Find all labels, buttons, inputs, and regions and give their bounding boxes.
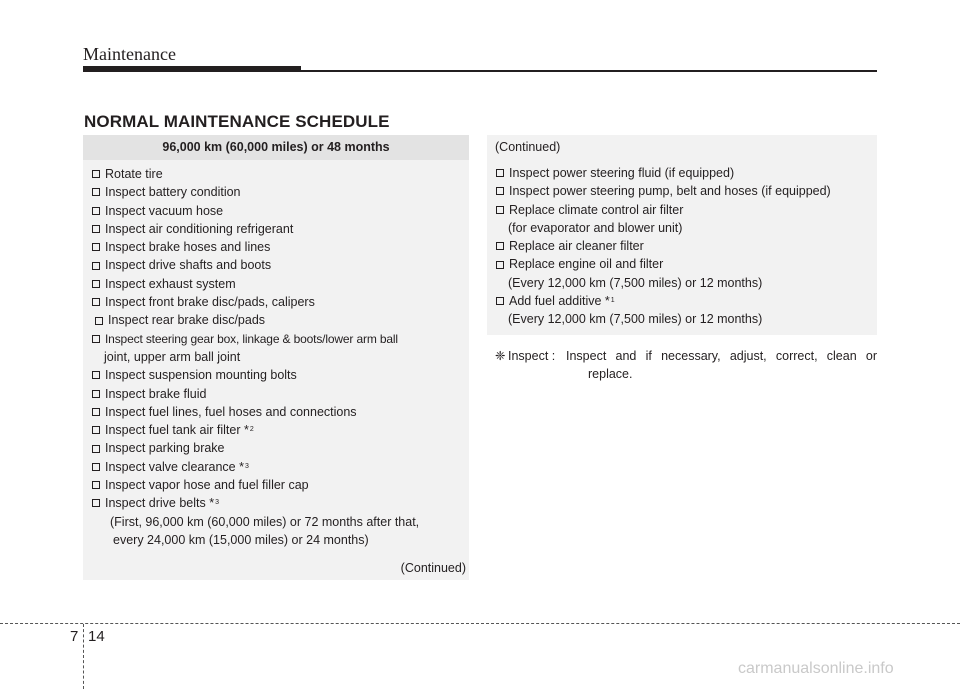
list-item: Inspect fuel lines, fuel hoses and connections [91, 403, 463, 421]
list-item: Inspect brake fluid [91, 385, 463, 403]
checkbox-icon [496, 261, 504, 269]
list-item: Inspect drive shafts and boots [91, 256, 463, 274]
list-item: Inspect fuel tank air filter * 2 [91, 421, 463, 439]
watermark: carmanualsonline.info [738, 660, 894, 677]
checklist-left [91, 165, 463, 549]
list-item: Inspect steering gear box, linkage & boots/lower arm ball [91, 330, 463, 348]
inspect-note [495, 347, 877, 383]
interval-header: 96,000 km (60,000 miles) or 48 months [83, 135, 469, 160]
footnote-ref: 3 [244, 462, 249, 470]
list-item: Inspect battery condition [91, 183, 463, 201]
checkbox-icon [92, 280, 100, 288]
checkbox-icon [92, 188, 100, 196]
list-item-continuation: every 24,000 km (15,000 miles) or 24 months) [113, 532, 369, 547]
list-item: Rotate tire [91, 165, 463, 183]
checkbox-icon [92, 499, 100, 507]
list-item-continuation: joint, upper arm ball joint [104, 349, 241, 364]
note-text: Inspect and if necessary, adjust, correct, clean or [566, 349, 877, 363]
footnote-ref: 2 [249, 426, 254, 434]
list-item-continuation: (for evaporator and blower unit) [508, 220, 683, 235]
page-number: 14 [88, 628, 105, 645]
footer-rule [0, 623, 960, 624]
header-rule-thin [301, 70, 877, 72]
list-item: Replace climate control air filter [495, 201, 870, 219]
checkbox-icon [92, 262, 100, 270]
chapter-number: 7 [70, 628, 79, 645]
list-item-continuation: (First, 96,000 km (60,000 miles) or 72 months after that, [110, 514, 420, 529]
checkbox-icon [92, 481, 100, 489]
list-item: Inspect power steering fluid (if equipped) [495, 164, 870, 182]
footnote-ref: 1 [610, 297, 615, 305]
list-item: Inspect brake hoses and lines [91, 238, 463, 256]
checkbox-icon [92, 408, 100, 416]
checkbox-icon [95, 317, 103, 325]
header-rule-thick [83, 66, 301, 72]
list-item: Inspect suspension mounting bolts [91, 366, 463, 384]
note-text-continuation: replace. [588, 367, 633, 381]
section-title: NORMAL MAINTENANCE SCHEDULE [84, 112, 390, 131]
checkbox-icon [92, 371, 100, 379]
list-item: Inspect rear brake disc/pads [91, 311, 463, 329]
list-item: Inspect front brake disc/pads, calipers [91, 293, 463, 311]
list-item: Inspect vapor hose and fuel filler cap [91, 476, 463, 494]
list-item-continuation: (Every 12,000 km (7,500 miles) or 12 months) [508, 312, 763, 327]
checkbox-icon [92, 445, 100, 453]
page-header-title: Maintenance [83, 44, 176, 64]
list-item: Inspect parking brake [91, 439, 463, 457]
list-item: Add fuel additive * 1 [495, 292, 870, 310]
checkbox-icon [92, 207, 100, 215]
asterism-icon: ❈ [495, 349, 506, 363]
list-item: Inspect valve clearance * 3 [91, 458, 463, 476]
checkbox-icon [92, 170, 100, 178]
continued-label: (Continued) [495, 140, 561, 154]
checkbox-icon [496, 297, 504, 305]
checklist-right [495, 164, 870, 329]
checkbox-icon [92, 463, 100, 471]
checkbox-icon [92, 426, 100, 434]
checkbox-icon [92, 243, 100, 251]
continued-label: (Continued) [400, 561, 466, 575]
checkbox-icon [92, 225, 100, 233]
list-item: Inspect power steering pump, belt and hoses (if equipped) [495, 182, 870, 200]
checkbox-icon [92, 298, 100, 306]
checkbox-icon [496, 242, 504, 250]
list-item: Inspect vacuum hose [91, 202, 463, 220]
list-item: Inspect exhaust system [91, 275, 463, 293]
list-item: Replace engine oil and filter [495, 255, 870, 273]
schedule-panel-left [83, 135, 469, 580]
list-item: Inspect drive belts * 3 [91, 494, 463, 512]
checkbox-icon [496, 169, 504, 177]
list-item: Replace air cleaner filter [495, 237, 870, 255]
checkbox-icon [92, 390, 100, 398]
schedule-panel-right [487, 135, 877, 335]
list-item: Inspect air conditioning refrigerant [91, 220, 463, 238]
footer-divider [83, 624, 84, 689]
list-item-continuation: (Every 12,000 km (7,500 miles) or 12 months) [508, 275, 763, 290]
footnote-ref: 3 [215, 499, 219, 507]
checkbox-icon [496, 206, 504, 214]
note-label: Inspect : [508, 349, 556, 363]
checkbox-icon [92, 335, 100, 343]
checkbox-icon [496, 187, 504, 195]
